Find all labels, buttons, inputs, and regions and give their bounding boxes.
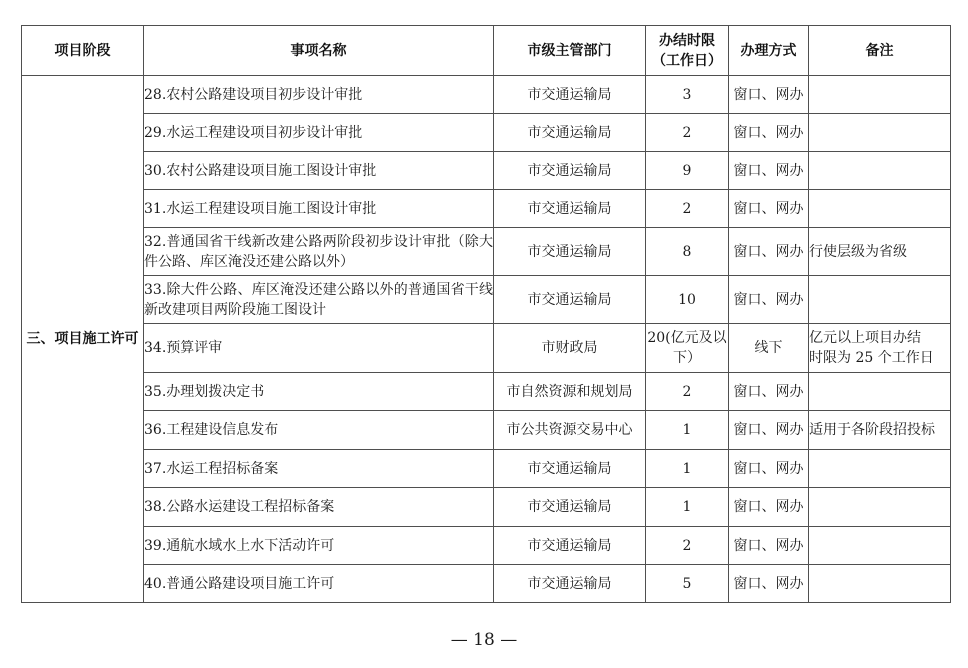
time-limit-cell: 10 [646,276,729,324]
table-row [22,527,951,565]
method-cell: 线下 [729,324,809,373]
note-cell [809,450,951,488]
table-row [22,114,951,152]
table-row [22,152,951,190]
page-number: — 18 — [450,630,518,650]
method-cell: 窗口、网办 [729,276,809,324]
header-time-limit: 办结时限（工作日） [646,26,729,76]
department-cell: 市自然资源和规划局 [494,373,646,411]
method-cell: 窗口、网办 [729,411,809,450]
time-limit-cell: 1 [646,411,729,450]
table-row [22,411,951,450]
method-cell: 窗口、网办 [729,114,809,152]
note-cell [809,565,951,603]
time-limit-cell: 8 [646,228,729,276]
time-limit-cell: 2 [646,190,729,228]
time-limit-cell: 5 [646,565,729,603]
table-row [22,565,951,603]
time-limit-cell: 20(亿元及以下） [646,324,729,373]
note-cell [809,527,951,565]
method-cell: 窗口、网办 [729,373,809,411]
header-method: 办理方式 [729,26,809,76]
header-item-name: 事项名称 [144,26,494,76]
department-cell: 市交通运输局 [494,76,646,114]
table-row [22,190,951,228]
item-name-cell: 39.通航水域水上水下活动许可 [144,527,494,565]
time-limit-cell: 9 [646,152,729,190]
method-cell: 窗口、网办 [729,450,809,488]
item-name-cell: 30.农村公路建设项目施工图设计审批 [144,152,494,190]
department-cell: 市交通运输局 [494,276,646,324]
item-name-cell: 32.普通国省干线新改建公路两阶段初步设计审批（除大件公路、库区淹没还建公路以外） [144,228,494,276]
note-cell: 行使层级为省级 [809,228,951,276]
department-cell: 市财政局 [494,324,646,373]
note-cell [809,373,951,411]
approval-items-table [21,25,951,603]
note-cell [809,76,951,114]
method-cell: 窗口、网办 [729,76,809,114]
note-cell [809,152,951,190]
method-cell: 窗口、网办 [729,527,809,565]
item-name-cell: 28.农村公路建设项目初步设计审批 [144,76,494,114]
table-row [22,324,951,373]
header-note: 备注 [809,26,951,76]
item-name-cell: 37.水运工程招标备案 [144,450,494,488]
item-name-cell: 38.公路水运建设工程招标备案 [144,488,494,527]
item-name-cell: 40.普通公路建设项目施工许可 [144,565,494,603]
department-cell: 市交通运输局 [494,450,646,488]
department-cell: 市交通运输局 [494,527,646,565]
department-cell: 市公共资源交易中心 [494,411,646,450]
table-row [22,450,951,488]
item-name-cell: 33.除大件公路、库区淹没还建公路以外的普通国省干线新改建项目两阶段施工图设计 [144,276,494,324]
method-cell: 窗口、网办 [729,488,809,527]
header-stage: 项目阶段 [22,26,144,76]
item-name-cell: 36.工程建设信息发布 [144,411,494,450]
time-limit-cell: 3 [646,76,729,114]
header-row [22,26,951,76]
department-cell: 市交通运输局 [494,190,646,228]
time-limit-cell: 2 [646,373,729,411]
time-limit-cell: 2 [646,527,729,565]
department-cell: 市交通运输局 [494,152,646,190]
method-cell: 窗口、网办 [729,565,809,603]
stage-cell: 三、项目施工许可 [22,76,144,603]
department-cell: 市交通运输局 [494,488,646,527]
method-cell: 窗口、网办 [729,228,809,276]
header-department: 市级主管部门 [494,26,646,76]
table-row [22,228,951,276]
method-cell: 窗口、网办 [729,152,809,190]
table-row [22,76,951,114]
note-cell [809,488,951,527]
note-cell [809,190,951,228]
department-cell: 市交通运输局 [494,565,646,603]
time-limit-cell: 1 [646,450,729,488]
time-limit-cell: 2 [646,114,729,152]
note-cell: 适用于各阶段招投标 [809,411,951,450]
item-name-cell: 34.预算评审 [144,324,494,373]
note-cell [809,114,951,152]
note-cell: 亿元以上项目办结 时限为 25 个工作日 [809,324,951,373]
table-row [22,488,951,527]
table-row [22,276,951,324]
method-cell: 窗口、网办 [729,190,809,228]
item-name-cell: 31.水运工程建设项目施工图设计审批 [144,190,494,228]
time-limit-cell: 1 [646,488,729,527]
department-cell: 市交通运输局 [494,114,646,152]
table-row [22,373,951,411]
note-cell [809,276,951,324]
item-name-cell: 29.水运工程建设项目初步设计审批 [144,114,494,152]
department-cell: 市交通运输局 [494,228,646,276]
item-name-cell: 35.办理划拨决定书 [144,373,494,411]
